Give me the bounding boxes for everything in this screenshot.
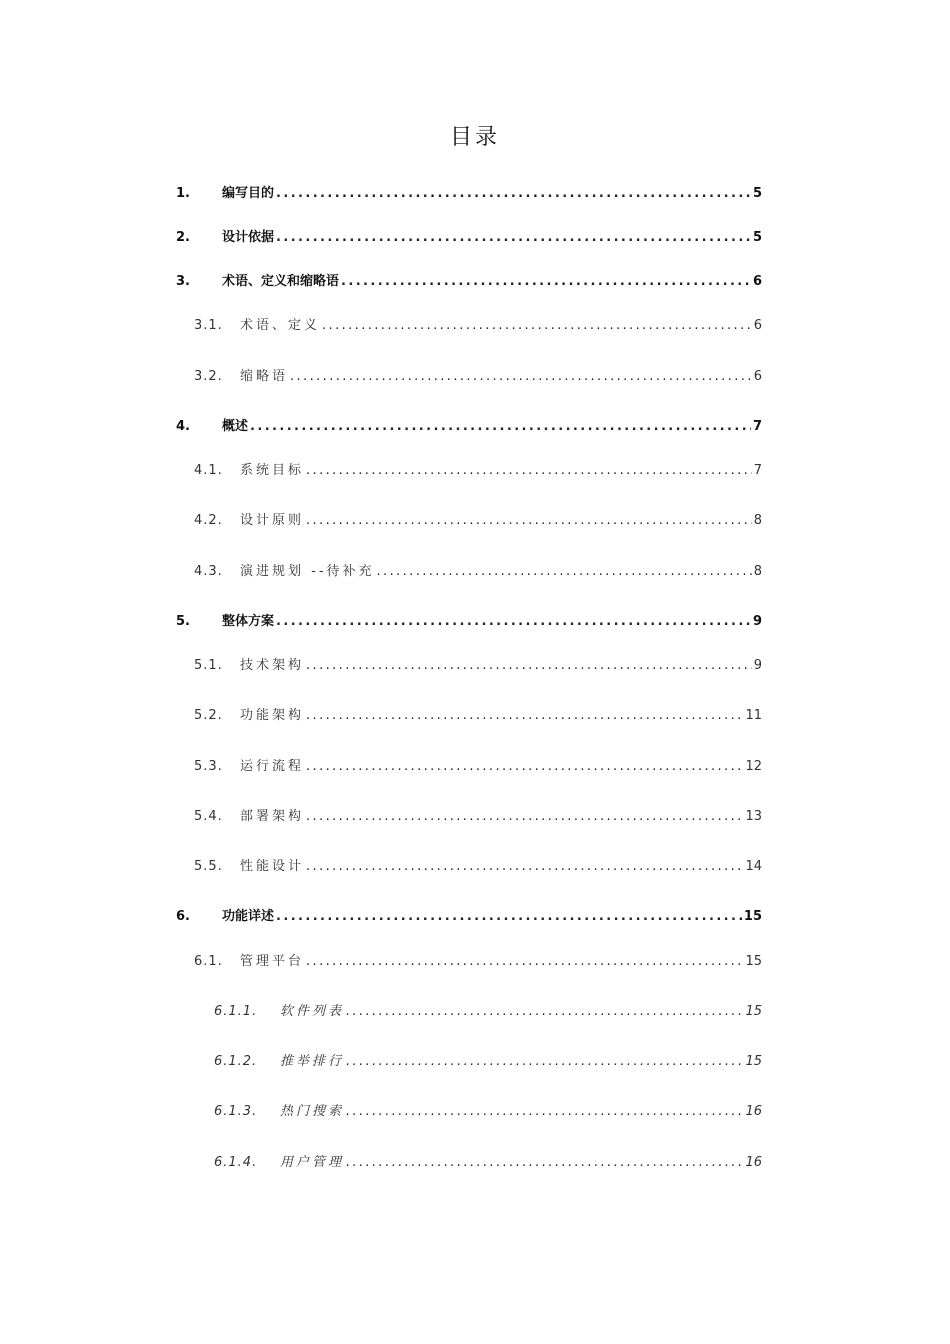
toc-entry-label: 热门搜索	[280, 1104, 345, 1119]
toc-entry-page-number: 15	[745, 1054, 762, 1069]
toc-entry-page-number: 14	[745, 859, 762, 874]
page-title: 目录	[449, 125, 500, 150]
toc-entry[interactable]	[194, 951, 762, 973]
toc-entry-number: 4.1.	[194, 463, 223, 478]
toc-entry-label: 功能架构	[240, 708, 305, 723]
toc-entry-page-number: 5	[752, 230, 762, 245]
toc-entry-number: 1.	[176, 186, 190, 201]
toc-entry-number: 3.2.	[194, 369, 223, 384]
toc-entry-label: 技术架构	[240, 658, 305, 673]
toc-entry-number: 5.3.	[194, 759, 223, 774]
toc-entry-number: 5.2.	[194, 708, 223, 723]
dot-leader	[276, 227, 751, 249]
toc-entry-number: 5.1.	[194, 658, 223, 673]
toc-entry-label: 设计原则	[240, 513, 305, 528]
toc-entry[interactable]	[214, 1152, 762, 1174]
toc-entry[interactable]	[176, 183, 762, 205]
toc-entry-page-number: 15	[745, 954, 762, 969]
toc-entry-page-number: 11	[745, 708, 762, 723]
toc-entry[interactable]	[194, 366, 762, 388]
toc-entry-page-number: 13	[745, 809, 762, 824]
toc-entry-label: 软件列表	[280, 1004, 345, 1019]
toc-entry-number: 6.1.2.	[214, 1054, 258, 1069]
dot-leader	[306, 806, 743, 828]
toc-entry[interactable]	[194, 705, 762, 727]
toc-entry[interactable]	[176, 906, 762, 928]
toc-entry-page-number: 15	[743, 909, 762, 924]
toc-entry-label: 概述	[222, 419, 249, 434]
toc-entry-number: 4.	[176, 419, 190, 434]
toc-entry[interactable]	[176, 271, 762, 293]
toc-entry-label: 术语、定义和缩略语	[222, 274, 340, 289]
toc-entry[interactable]	[194, 856, 762, 878]
toc-entry-page-number: 15	[745, 1004, 762, 1019]
toc-entry-label: 功能详述	[222, 909, 275, 924]
toc-entry-label: 缩略语	[240, 369, 289, 384]
toc-entry-label: 演进规划 --待补充	[240, 564, 375, 579]
toc-entry-number: 5.	[176, 614, 190, 629]
dot-leader	[250, 416, 751, 438]
dot-leader	[306, 951, 743, 973]
toc-entry-number: 6.1.3.	[214, 1104, 258, 1119]
toc-entry-number: 4.3.	[194, 564, 223, 579]
toc-entry-page-number: 8	[753, 513, 762, 528]
dot-leader	[377, 561, 752, 583]
toc-entry-number: 3.1.	[194, 318, 223, 333]
toc-entry-number: 5.4.	[194, 809, 223, 824]
toc-entry-page-number: 12	[745, 759, 762, 774]
toc-entry-number: 6.1.1.	[214, 1004, 258, 1019]
toc-entry-page-number: 8	[753, 564, 762, 579]
dot-leader	[346, 1001, 743, 1023]
toc-entry-number: 6.1.4.	[214, 1155, 258, 1170]
dot-leader	[306, 655, 752, 677]
toc-entry-page-number: 9	[753, 658, 762, 673]
dot-leader	[276, 611, 751, 633]
toc-entry[interactable]	[214, 1101, 762, 1123]
toc-entry-label: 管理平台	[240, 954, 305, 969]
dot-leader	[306, 705, 743, 727]
toc-entry-label: 系统目标	[240, 463, 305, 478]
toc-entry[interactable]	[214, 1051, 762, 1073]
toc-entry-label: 用户管理	[280, 1155, 345, 1170]
toc-entry-page-number: 7	[753, 463, 762, 478]
toc-entry-label: 运行流程	[240, 759, 305, 774]
dot-leader	[346, 1101, 743, 1123]
toc-entry-label: 推举排行	[280, 1054, 345, 1069]
dot-leader	[306, 756, 743, 778]
toc-entry[interactable]	[194, 510, 762, 532]
dot-leader	[276, 906, 742, 928]
dot-leader	[322, 315, 752, 337]
toc-entry-page-number: 16	[745, 1104, 762, 1119]
toc-entry[interactable]	[176, 416, 762, 438]
toc-entry-page-number: 5	[752, 186, 762, 201]
toc-entry-number: 6.	[176, 909, 190, 924]
toc-entry-label: 术语、定义	[240, 318, 321, 333]
toc-entry-page-number: 6	[752, 274, 762, 289]
dot-leader	[306, 510, 752, 532]
dot-leader	[346, 1051, 743, 1073]
toc-entry[interactable]	[194, 561, 762, 583]
toc-entry-number: 2.	[176, 230, 190, 245]
dot-leader	[346, 1152, 743, 1174]
toc-entry-number: 5.5.	[194, 859, 223, 874]
toc-entry[interactable]	[194, 460, 762, 482]
toc-entry-label: 部署架构	[240, 809, 305, 824]
toc-entry-page-number: 6	[753, 318, 762, 333]
toc-entry-page-number: 9	[752, 614, 762, 629]
dot-leader	[306, 460, 752, 482]
toc-entry[interactable]	[194, 806, 762, 828]
toc-entry[interactable]	[176, 227, 762, 249]
toc-entry-number: 3.	[176, 274, 190, 289]
dot-leader	[341, 271, 751, 293]
toc-entry[interactable]	[194, 655, 762, 677]
toc-entry-label: 性能设计	[240, 859, 305, 874]
dot-leader	[276, 183, 751, 205]
toc-entry[interactable]	[194, 315, 762, 337]
toc-entry-label: 整体方案	[222, 614, 275, 629]
toc-entry-page-number: 7	[752, 419, 762, 434]
toc-entry[interactable]	[214, 1001, 762, 1023]
toc-entry[interactable]	[194, 756, 762, 778]
toc-entry-page-number: 6	[753, 369, 762, 384]
toc-entry-page-number: 16	[745, 1155, 762, 1170]
toc-entry-label: 设计依据	[222, 230, 275, 245]
dot-leader	[290, 366, 752, 388]
dot-leader	[306, 856, 743, 878]
toc-entry-number: 4.2.	[194, 513, 223, 528]
toc-entry-label: 编写目的	[222, 186, 275, 201]
toc-entry-number: 6.1.	[194, 954, 223, 969]
toc-entry[interactable]	[176, 611, 762, 633]
